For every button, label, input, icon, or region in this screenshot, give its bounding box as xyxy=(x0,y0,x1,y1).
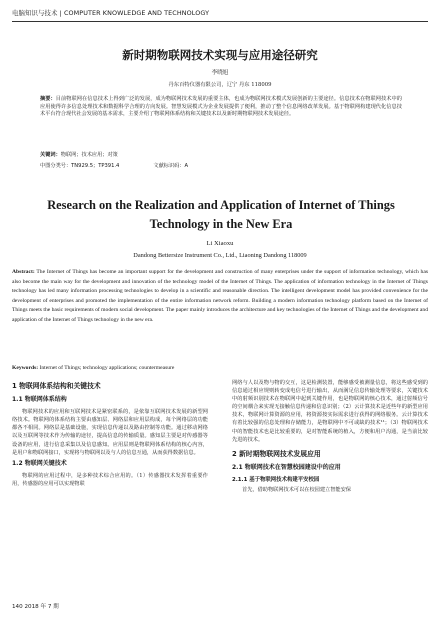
subsection-heading-1-1: 1.1 物联网体系结构 xyxy=(12,396,67,404)
abstract-en xyxy=(12,268,428,326)
abstract-en-text: The Internet of Things has become an important support for the development and construction of many enterprises under the support of information technology, which has also become the main way for the development and innovation of the technology model of the Internet of Things. The application of information technology in the Internet of Things technology has led many information processing technologies to develop in a scientific and reasonable direction. The intelligent development model has provided convenience for the development of enterprises and promoted the implementation of the entire information network reform. Building a modern information technology platform based on the Internet of Things meets the basic requirements of modern social development. The paper mainly introduces the architecture and key technologies of the Internet of Things and the development and application of the Internet of Things technology in the new era. xyxy=(12,269,428,323)
abstract-cn-label: 摘要： xyxy=(40,96,56,102)
author-en: Li Xiaoxu xyxy=(206,240,234,247)
section-heading-2: 2 新时期物联网技术发展应用 xyxy=(232,449,321,458)
page-footer: 140 2018 年 7 期 xyxy=(12,604,59,610)
clc-code: 中图分类号：TN929.5；TP391.4 xyxy=(40,163,120,169)
body-paragraph: 网络与人以及物与物的交互，这是检测装置，能够感受被测量信息，将这些感受到的信息通过相应规则转变成电信号进行输出，从而满足信息传输处理等要求，关键技术中的射频识别技术在物联网中起到关键作用，也是物联网的核心技术，通过射频信号的空间耦合来实现无接触信息传递和信息识别；（2）云计算技术是近些年的新型应用技术，物联网计算资源的应用，将资源按实际需求进行获得的网络服务。云计算技术有着比较强的信息处理和存储能力，是物联网中不可或缺的技术¹¹；（3）物联网技术中的智能技术也是比较重要的，是对智能系统的植入，方便和用户沟通，是当前比较先进的技术。 xyxy=(232,380,428,443)
body-paragraph: 物联网的应用过程中，是多种技术综合应用的。（1）传感器技术发挥着重要作用，传感器的应用可以实现物联 xyxy=(12,472,208,487)
running-header xyxy=(12,8,428,22)
keywords-cn xyxy=(40,151,402,158)
subsubsection-heading-2-1-1: 2.1.1 基于物联网技术构建平安校园 xyxy=(232,476,320,483)
keywords-cn-label: 关键词： xyxy=(40,152,61,158)
subsection-heading-2-1: 2.1 物联网技术在智慧校园建设中的应用 xyxy=(232,463,341,471)
keywords-en-text: Internet of Things; technology applications; countermeasure xyxy=(39,365,175,371)
body-column-right xyxy=(232,379,428,494)
classification-line xyxy=(40,162,402,169)
author-cn: 李晓旭 xyxy=(211,70,229,76)
paper-title-en: Research on the Realization and Application of Internet of Things Technology in the New Era xyxy=(47,198,395,231)
doc-code: 文献标识码：A xyxy=(153,163,189,169)
affiliation-cn: 丹东百特仪器有限公司，辽宁 丹东 118009 xyxy=(168,82,272,88)
keywords-en-label: Keywords: xyxy=(12,365,39,371)
body-paragraph: 首先，借助物联网技术可以在校园建立智能安保 xyxy=(242,487,351,494)
section-heading-1: 1 物联网体系结构和关键技术 xyxy=(12,382,101,390)
abstract-cn xyxy=(40,96,402,119)
body-paragraph: 物联网技术的应用和互联网技术是紧密联系的，是依靠互联网技术发展的新型网络技术。物联网的体系结构主要由感知层、网络层和应用层构成，每个网络层的功能都各不相同。网络层是基础设施，实现信息传递以及路由控制等功能。通过移动网络以及互联网等技术作为传输的途径，提高信息的传输质量。感知层主要是对传感器等设备的应用，进行信息采集以及信息感知。应用层则是物联网体系结构的核心内容，是用户和物联网接口，实现将与物联网以及与人的信息互通，从而获得数据信息。 xyxy=(12,409,208,456)
running-title: 电脑知识与技术 | COMPUTER KNOWLEDGE AND TECHNOLOGY xyxy=(12,9,210,17)
header-rule xyxy=(12,21,428,22)
body-column-left xyxy=(12,380,208,488)
affiliation-en: Dandong Bettersize Instrument Co., Ltd., Liaoning Dandong 118009 xyxy=(133,252,307,259)
keywords-cn-text: 物联网；技术应用；对策 xyxy=(60,152,118,158)
abstract-en-label: Abstract: xyxy=(12,269,35,275)
abstract-cn-text: 目前物联网在信息技术上得到广泛的发展，成为物联网技术发展的重要主体，也成为物联网技术模式发展创新的主要途径。信息技术在物联网技术中的应用使得许多信息处理技术和数据科学合理的方向发展。智慧发展模式为企业发展提供了便利，推动了整个信息网络改革发展。基于物联网构建现代化信息技术平台符合现代社会发展的基本需求，主要介绍了物联网体系结构和关键技术以及新时期物联网技术发展途径。 xyxy=(40,96,402,118)
subsection-heading-1-2: 1.2 物联网关键技术 xyxy=(12,459,67,467)
keywords-en xyxy=(12,365,428,371)
paper-title-cn: 新时期物联网技术实现与应用途径研究 xyxy=(122,48,318,62)
